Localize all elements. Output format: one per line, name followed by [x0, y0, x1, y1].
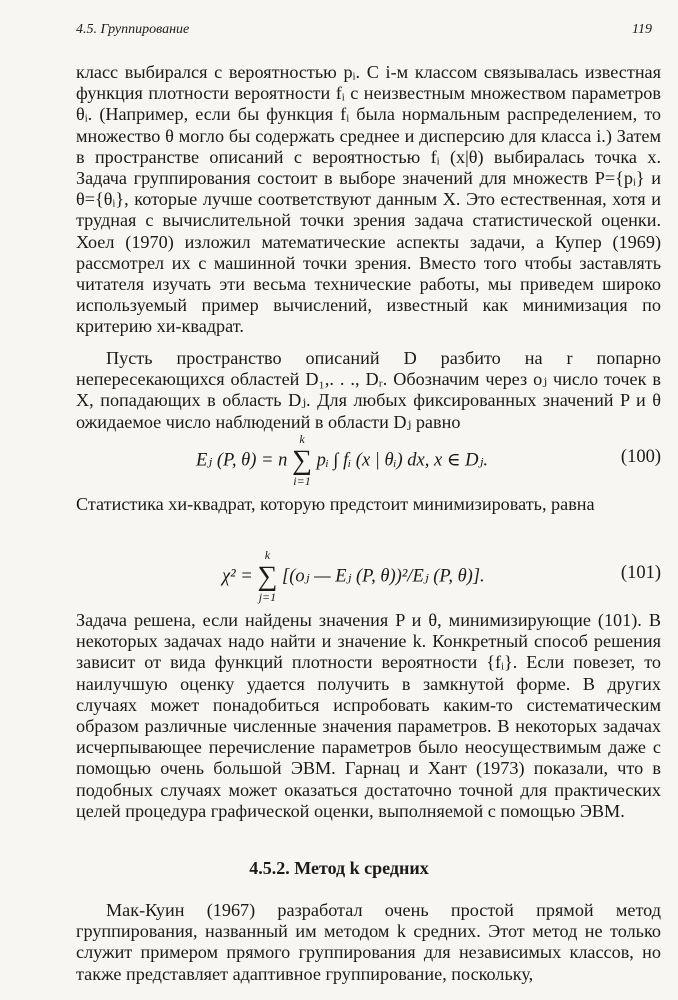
paragraph-5: Мак-Куин (1967) разработал очень простой прямой метод группирования, названный им методом k средних. Этот метод не только служит примером прямого группирования для независимых классов, но также представляет адаптивное группирование, поскольку, — [76, 900, 661, 984]
page-number: 119 — [632, 22, 652, 37]
eq101-sum: k ∑ j=1 — [257, 548, 278, 604]
eq100-rhs: pᵢ ∫ fᵢ (x | θᵢ) dx, x ∈ Dⱼ. — [316, 450, 489, 471]
eq100-sum-bottom: i=1 — [293, 474, 311, 488]
eq101-rhs: [(oⱼ — Eⱼ (P, θ))²/Eⱼ (P, θ)]. — [282, 566, 485, 587]
eq100-sum: k ∑ i=1 — [292, 432, 312, 488]
section-title: 4.5. Группирование — [76, 22, 190, 37]
section-heading: 4.5.2. Метод k средних — [249, 858, 429, 878]
paragraph-1-block — [76, 62, 661, 338]
eq101-lhs: χ² = — [222, 566, 253, 587]
paragraph-2-block — [76, 348, 661, 433]
eq100-number: (100) — [620, 447, 661, 467]
eq100-lhs: Eⱼ (P, θ) = n — [196, 450, 288, 471]
eq101-sum-top: k — [264, 548, 271, 562]
eq100-sum-top: k — [299, 432, 305, 446]
paragraph-4: Задача решена, если найдены значения P и θ, минимизирующие (101). В некоторых задачах надо найти и значение k. Конкретный способ решения зависит от вида функций плотности вероятности {fᵢ}. Если повезет, то наилучшую оценку удается получить в замкнутой форме. В других случаях может понадобиться испробовать каким-то систематическим образом различные численные значения параметров. В некоторых задачах исчерпывающее перечисление параметров было неосуществимым даже с помощью очень большой ЭВМ. Гарнац и Хант (1973) показали, что в подобных случаях может оказаться достаточно точной для практических целей процедура графической оценки, выполняемой с помощью ЭВМ. — [76, 610, 661, 821]
eq101-sum-bottom: j=1 — [258, 590, 277, 604]
paragraph-5-block — [76, 900, 661, 985]
paragraph-3-block — [76, 494, 661, 515]
paragraph-3: Статистика хи-квадрат, которую предстоит минимизировать, равна — [76, 494, 595, 514]
paragraph-4-block — [76, 610, 661, 822]
paragraph-2: Пусть пространство описаний D разбито на r попарно непересекающихся областей D₁,. . ., Dᵣ. Обозначим через oⱼ число точек в X, попадающих в область Dⱼ. Для любых фиксированных значений P и θ ожидаемое число наблюдений в области Dⱼ равно — [76, 348, 661, 432]
eq101-number: (101) — [620, 563, 661, 583]
paragraph-1: класс выбирался с вероятностью pᵢ. С i-м классом связывалась известная функция плотности вероятности fᵢ с неизвестным множеством параметров θᵢ. (Например, если бы функция fᵢ была нормальным распределением, то множество θ могло бы содержать среднее и дисперсию для класса i.) Затем в пространстве описаний с вероятностью fᵢ (x|θ) выбиралась точка x. Задача группирования состоит в выборе значений для множеств P={pᵢ} и θ={θᵢ}, которые лучше соответствуют данным X. Это естественная, хотя и трудная с вычислительной точки зрения задача статистической оценки. Хоел (1970) изложил математические аспекты задачи, а Купер (1969) рассмотрел их с машинной точки зрения. Вместо того чтобы заставлять читателя изучать эти весьма технические работы, мы приведем широко используемый пример вычислений, известный как минимизация по критерию хи-квадрат. — [76, 62, 661, 337]
